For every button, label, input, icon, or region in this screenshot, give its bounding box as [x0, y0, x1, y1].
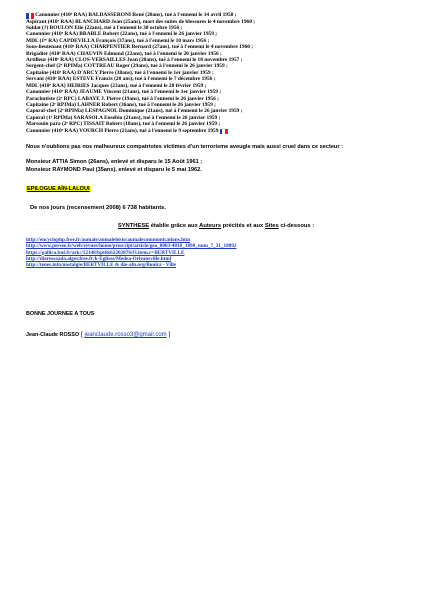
document-page — [26, 12, 406, 338]
victim-text: Artilleur (410ᵉ RAA) CLOS-VERSAILLES Jean (20ans), tué à l'ennemi le 18 novembre 1957 ; — [26, 57, 243, 64]
synthesis-heading — [26, 223, 406, 229]
synthesis-text: ci-dessous : — [278, 222, 315, 229]
victim-entry — [26, 128, 406, 135]
victim-text: Canonnier (410ᵉ RAA) BALDASSERONI René (20ans), tué à l'ennemi le 14 avril 1958 ; — [35, 12, 237, 19]
victim-text: Sous-lieutenant (410ᵉ RAA) CHARPENTIER Bernard (27ans), tué à l'ennemi le 4 novembre 1960 ; — [26, 44, 254, 51]
disappeared-list — [26, 159, 406, 173]
population-text: De nos jours (recensement 2008) 6 738 habitants. — [30, 204, 166, 211]
victim-text: Canonnier (410ᵉ RAA) BRABLE Robert (22ans), tué à l'ennemi le 26 janvier 1959 ; — [26, 31, 218, 38]
victim-text: Capitaine (410ᵉ RAA) D'ARCY Pierre (38ans), tué à l'ennemi le 1er janvier 1959 ; — [26, 69, 214, 76]
synthesis-text: précités et aux — [221, 222, 265, 229]
victim-text: Canonnier (410ᵉ RAA) VOURCH Pierre (21ans), tué à l'ennemi le 9 septembre 1959 — [26, 127, 219, 134]
victim-text: MDL (1ᵉʳ RA) CAPDEVILLA François (37ans), tué à l'ennemi le 10 mars 1956 ; — [26, 37, 210, 44]
disappeared-item: Monsieur ATTIA Simon (26ans), enlevé et disparu le 15 Août 1961 ; — [26, 159, 203, 166]
author-name: Jean-Claude ROSSO — [26, 331, 80, 338]
victim-text: MDL (410ᵉ RAA) HEIRIES Jacques (23ans), tué à l'ennemi le 28 février 1959 ; — [26, 82, 207, 89]
source-link[interactable]: http://encyclophp.free.fr/aumale/aumalehisto/aumalecommunications.htm — [26, 236, 191, 243]
source-link-tail[interactable]: & die-afn.org/Bouira - Ville — [113, 262, 176, 269]
victim-text: Parachutiste (2ᵉ RPC) LABAYE J. Pierre (19ans), tué à l'ennemi le 26 janvier 1956 ; — [26, 95, 219, 102]
source-link[interactable]: https://gallica.bnf.fr/ark:/12148/bpt6k62203876/f3.item.r=BERTVILLE — [26, 249, 185, 256]
signature — [26, 331, 406, 338]
victim-entry — [26, 12, 406, 19]
synthesis-word: SYNTHESE — [117, 222, 150, 229]
french-flag-icon — [220, 128, 228, 134]
victim-text: Aspirant (410ᵉ RAA) BLANCHARD Jean (25ans), mort des suites de blessures le 4 novembre 1960 ; — [26, 18, 256, 25]
source-link[interactable]: http://www.persee.fr/web/revues/home/prescript/article/geo_0003-4010_1898_num_7_31_18092 — [26, 243, 237, 250]
epilogue-title: EPILOGUE AÏN-LALOUI — [27, 185, 90, 192]
victim-text: Soldat (?) BOULON Elie (22ans), tué à l'ennemi le 30 octobre 1956 ; — [26, 25, 183, 32]
french-flag-icon — [26, 12, 34, 18]
victim-text: Caporal-chef (2ᵉ RPIMa) LESPAGNOL Dominique (21ans), tué à l'ennemi le 26 janvier 1959 ; — [26, 108, 243, 115]
email-link[interactable]: jeanclaude.rosso3@gmail.com — [84, 331, 167, 338]
victim-text: Marsouin para (2ᵉ RPC) TISSAIT Robert (18ans), tué à l'ennemi le 26 janvier 1959 ; — [26, 121, 221, 128]
victim-text: Brigadier (410ᵉ RAA) CHAUVIN Edmond (22ans), tué à l'ennemi le 20 janvier 1956 ; — [26, 50, 222, 57]
victim-text: Servant (410ᵉ RAA) ESTEVE Francis (20 ans), tué à l'ennemi le 7 décembre 1956 ; — [26, 76, 216, 83]
source-link-row — [26, 262, 406, 268]
bracket-close: ] — [166, 330, 171, 338]
source-link[interactable]: http://tenes.info/nostalgie/BERTVILLE — [26, 262, 114, 269]
authors-word: Auteurs — [199, 222, 222, 229]
source-link[interactable]: http://diaressaada.alger.free.fr/k-Eglises/Medea-Orleansville.html — [26, 256, 172, 263]
victim-text: Caporal (1ᵉ RPIMa) SARASOLA Eusébio (21ans), tué à l'ennemi le 26 janvier 1959 ; — [26, 114, 221, 121]
synthesis-text: établie grâce aux — [149, 222, 200, 229]
victim-text: Sergent-chef (2ᵉ RPIMa) COTTREAU Roger (29ans), tué à l'ennemi le 26 janvier 1959 ; — [26, 63, 228, 70]
bracket-open: [ — [79, 330, 85, 338]
disappeared-item: Monsieur RAYMOND Paul (35ans), enlevé et disparu le 5 mai 1962. — [26, 166, 202, 173]
victims-list — [26, 12, 406, 134]
sources-links — [26, 237, 406, 269]
closing-greeting: BONNE JOURNEE A TOUS — [26, 310, 95, 317]
intro-paragraph: Nous n'oublions pas nos malheureux compatriotes victimes d'un terrorisme aveugle mais aussi cruel dans ce secteur : — [26, 144, 343, 151]
victim-text: Canonnier (410ᵉ RAA) JEAUME Vincent (21ans), tué à l'ennemi le 1er janvier 1959 ; — [26, 89, 222, 96]
sites-word: Sites — [264, 222, 279, 229]
victim-text: Capitaine (2ᵉ RPIMa) LAHNER Robert (36ans), tué à l'ennemi le 26 janvier 1959 ; — [26, 101, 216, 108]
